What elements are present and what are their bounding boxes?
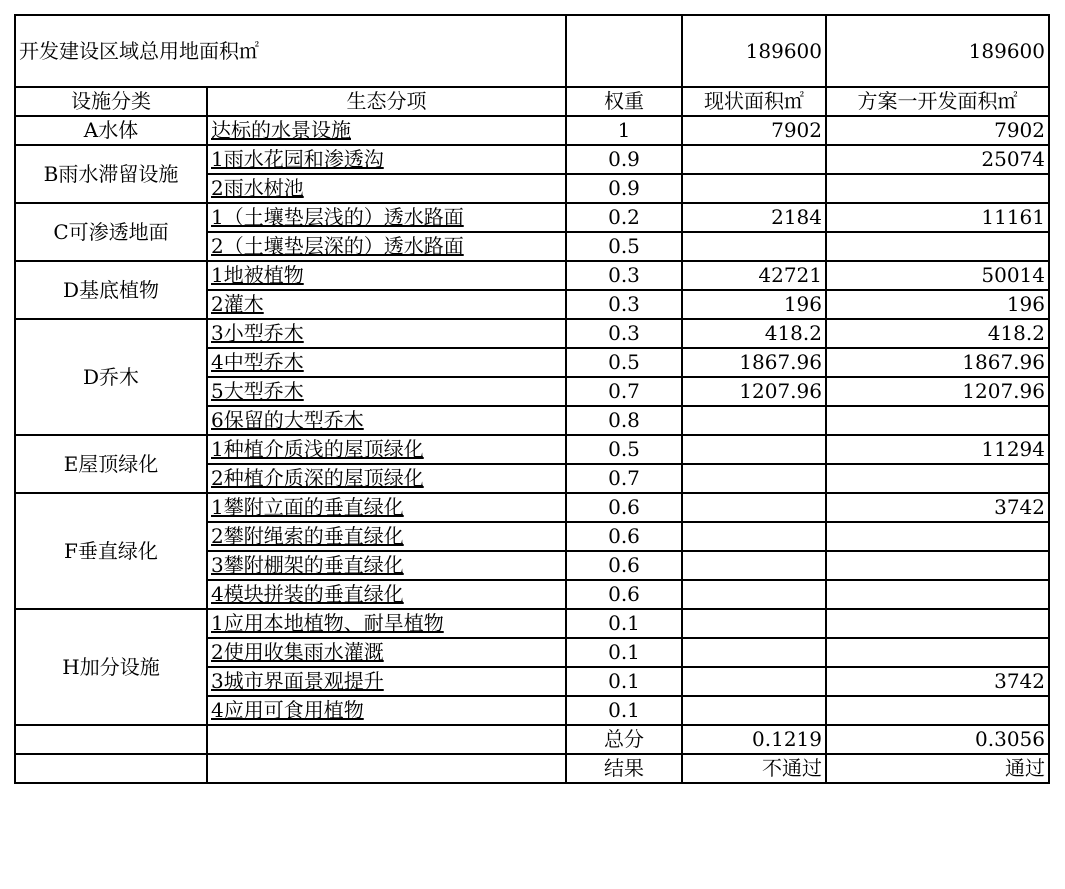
summary-blank-cell xyxy=(207,754,566,783)
category-cell: F垂直绿化 xyxy=(15,493,207,609)
weight-cell: 0.1 xyxy=(566,696,682,725)
col-header-weight: 权重 xyxy=(566,87,682,116)
current-area-cell xyxy=(682,609,826,638)
item-name-cell: 2（土壤垫层深的）透水路面 xyxy=(207,232,566,261)
eco-score-table xyxy=(14,14,1050,784)
current-area-cell: 1207.96 xyxy=(682,377,826,406)
item-name-cell: 1应用本地植物、耐旱植物 xyxy=(207,609,566,638)
item-name-cell: 1攀附立面的垂直绿化 xyxy=(207,493,566,522)
weight-cell: 0.2 xyxy=(566,203,682,232)
summary-blank-cell xyxy=(15,725,207,754)
current-area-cell: 2184 xyxy=(682,203,826,232)
plan-area-cell: 11294 xyxy=(826,435,1049,464)
item-name-cell: 5大型乔木 xyxy=(207,377,566,406)
plan-area-cell xyxy=(826,638,1049,667)
table-row xyxy=(15,319,1049,348)
weight-cell: 0.5 xyxy=(566,232,682,261)
weight-cell: 0.9 xyxy=(566,174,682,203)
site-area-current: 189600 xyxy=(682,15,826,87)
table-row xyxy=(15,203,1049,232)
item-name-cell: 2灌木 xyxy=(207,290,566,319)
plan-area-cell xyxy=(826,609,1049,638)
weight-cell: 1 xyxy=(566,116,682,145)
plan-area-cell: 418.2 xyxy=(826,319,1049,348)
site-area-row xyxy=(15,15,1049,87)
col-header-current: 现状面积㎡ xyxy=(682,87,826,116)
plan-area-cell: 3742 xyxy=(826,493,1049,522)
category-cell: D乔木 xyxy=(15,319,207,435)
item-name-cell: 3攀附棚架的垂直绿化 xyxy=(207,551,566,580)
current-area-cell xyxy=(682,522,826,551)
item-name-cell: 3小型乔木 xyxy=(207,319,566,348)
table-row xyxy=(15,493,1049,522)
weight-cell: 0.5 xyxy=(566,348,682,377)
plan-area-cell: 25074 xyxy=(826,145,1049,174)
plan-area-cell xyxy=(826,580,1049,609)
weight-cell: 0.3 xyxy=(566,290,682,319)
weight-cell: 0.6 xyxy=(566,493,682,522)
summary-plan-cell: 0.3056 xyxy=(826,725,1049,754)
plan-area-cell: 1207.96 xyxy=(826,377,1049,406)
category-cell: B雨水滞留设施 xyxy=(15,145,207,203)
weight-cell: 0.5 xyxy=(566,435,682,464)
col-header-item: 生态分项 xyxy=(207,87,566,116)
item-name-cell: 2种植介质深的屋顶绿化 xyxy=(207,464,566,493)
total-score-row xyxy=(15,725,1049,754)
current-area-cell xyxy=(682,145,826,174)
item-name-cell: 4模块拼装的垂直绿化 xyxy=(207,580,566,609)
table-row xyxy=(15,435,1049,464)
weight-cell: 0.1 xyxy=(566,638,682,667)
current-area-cell xyxy=(682,696,826,725)
current-area-cell: 1867.96 xyxy=(682,348,826,377)
item-name-cell: 6保留的大型乔木 xyxy=(207,406,566,435)
weight-cell: 0.1 xyxy=(566,667,682,696)
current-area-cell: 196 xyxy=(682,290,826,319)
current-area-cell xyxy=(682,493,826,522)
plan-area-cell xyxy=(826,551,1049,580)
plan-area-cell: 11161 xyxy=(826,203,1049,232)
category-cell: E屋顶绿化 xyxy=(15,435,207,493)
column-header-row xyxy=(15,87,1049,116)
plan-area-cell xyxy=(826,174,1049,203)
weight-cell: 0.6 xyxy=(566,522,682,551)
site-area-blank xyxy=(566,15,682,87)
summary-blank-cell xyxy=(207,725,566,754)
weight-cell: 0.6 xyxy=(566,551,682,580)
weight-cell: 0.3 xyxy=(566,319,682,348)
summary-label-cell: 总分 xyxy=(566,725,682,754)
current-area-cell xyxy=(682,406,826,435)
site-area-plan: 189600 xyxy=(826,15,1049,87)
plan-area-cell xyxy=(826,232,1049,261)
current-area-cell xyxy=(682,580,826,609)
item-name-cell: 2攀附绳索的垂直绿化 xyxy=(207,522,566,551)
summary-current-cell: 0.1219 xyxy=(682,725,826,754)
item-name-cell: 4应用可食用植物 xyxy=(207,696,566,725)
plan-area-cell xyxy=(826,406,1049,435)
current-area-cell xyxy=(682,174,826,203)
item-name-cell: 1（土壤垫层浅的）透水路面 xyxy=(207,203,566,232)
current-area-cell xyxy=(682,638,826,667)
summary-blank-cell xyxy=(15,754,207,783)
item-name-cell: 1地被植物 xyxy=(207,261,566,290)
weight-cell: 0.3 xyxy=(566,261,682,290)
category-cell: H加分设施 xyxy=(15,609,207,725)
weight-cell: 0.6 xyxy=(566,580,682,609)
site-area-label: 开发建设区域总用地面积㎡ xyxy=(15,15,566,87)
current-area-cell: 418.2 xyxy=(682,319,826,348)
plan-area-cell: 50014 xyxy=(826,261,1049,290)
plan-area-cell xyxy=(826,464,1049,493)
plan-area-cell xyxy=(826,522,1049,551)
item-name-cell: 3城市界面景观提升 xyxy=(207,667,566,696)
plan-area-cell: 1867.96 xyxy=(826,348,1049,377)
current-area-cell xyxy=(682,551,826,580)
current-area-cell xyxy=(682,232,826,261)
plan-area-cell: 196 xyxy=(826,290,1049,319)
weight-cell: 0.8 xyxy=(566,406,682,435)
weight-cell: 0.7 xyxy=(566,377,682,406)
table-row xyxy=(15,145,1049,174)
item-name-cell: 1种植介质浅的屋顶绿化 xyxy=(207,435,566,464)
item-name-cell: 2使用收集雨水灌溉 xyxy=(207,638,566,667)
weight-cell: 0.7 xyxy=(566,464,682,493)
weight-cell: 0.9 xyxy=(566,145,682,174)
item-name-cell: 2雨水树池 xyxy=(207,174,566,203)
summary-label-cell: 结果 xyxy=(566,754,682,783)
plan-area-cell: 3742 xyxy=(826,667,1049,696)
category-cell: C可渗透地面 xyxy=(15,203,207,261)
result-row xyxy=(15,754,1049,783)
category-cell: A水体 xyxy=(15,116,207,145)
col-header-plan: 方案一开发面积㎡ xyxy=(826,87,1049,116)
current-area-cell xyxy=(682,464,826,493)
current-area-cell xyxy=(682,667,826,696)
table-row xyxy=(15,261,1049,290)
plan-area-cell xyxy=(826,696,1049,725)
summary-current-cell: 不通过 xyxy=(682,754,826,783)
current-area-cell: 42721 xyxy=(682,261,826,290)
category-cell: D基底植物 xyxy=(15,261,207,319)
item-name-cell: 1雨水花园和渗透沟 xyxy=(207,145,566,174)
item-name-cell: 4中型乔木 xyxy=(207,348,566,377)
item-name-cell: 达标的水景设施 xyxy=(207,116,566,145)
table-row xyxy=(15,609,1049,638)
summary-plan-cell: 通过 xyxy=(826,754,1049,783)
current-area-cell: 7902 xyxy=(682,116,826,145)
weight-cell: 0.1 xyxy=(566,609,682,638)
plan-area-cell: 7902 xyxy=(826,116,1049,145)
table-row xyxy=(15,116,1049,145)
col-header-category: 设施分类 xyxy=(15,87,207,116)
current-area-cell xyxy=(682,435,826,464)
